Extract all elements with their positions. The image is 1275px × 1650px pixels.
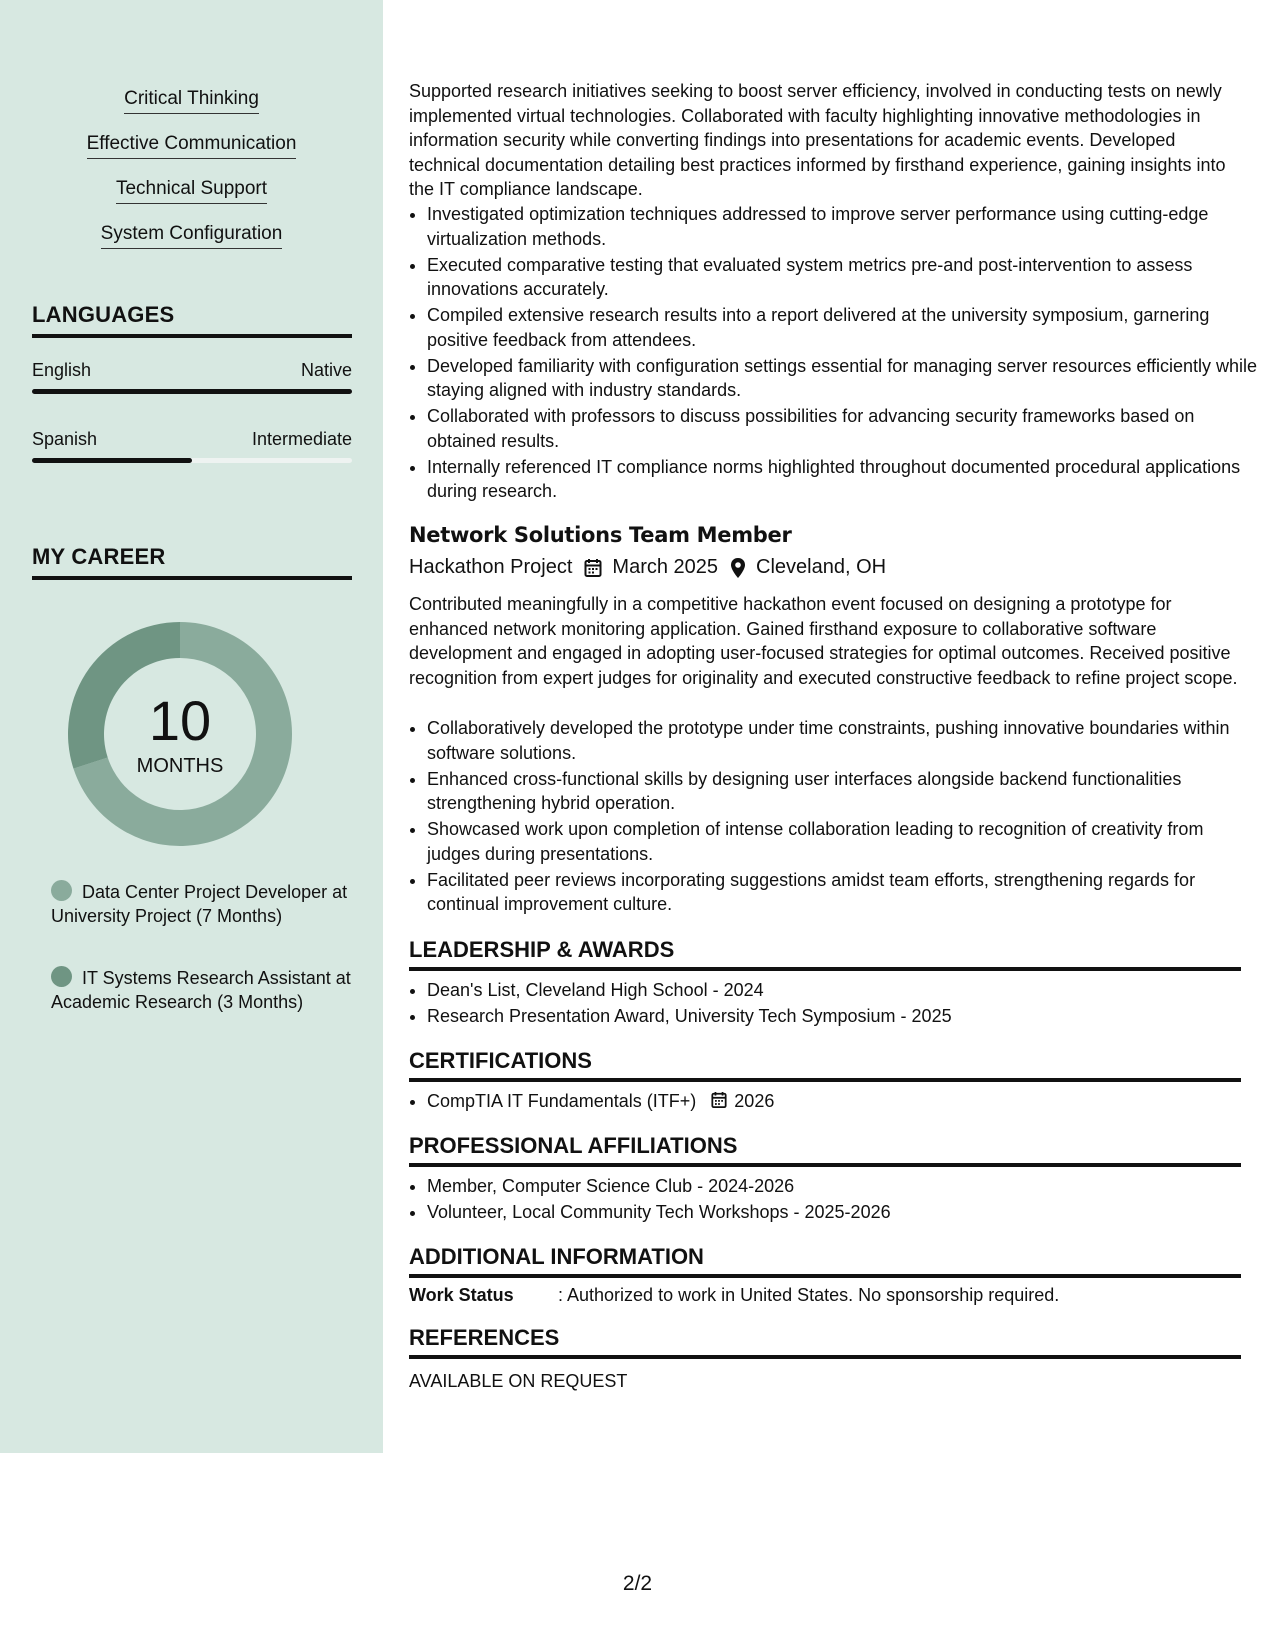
calendar-icon <box>711 1091 727 1109</box>
job-date: March 2025 <box>612 556 719 578</box>
section-heading: PROFESSIONAL AFFILIATIONS <box>409 1133 1241 1167</box>
languages-heading: LANGUAGES <box>32 302 352 338</box>
language-row <box>32 429 352 450</box>
work-status-value: : Authorized to work in United States. No sponsorship required. <box>558 1285 1060 1305</box>
list-item: • Member, Computer Science Club - 2024-2026 <box>427 1174 1259 1199</box>
certification-name: CompTIA IT Fundamentals (ITF+) <box>427 1091 697 1111</box>
language-name: Spanish <box>32 429 98 449</box>
list-item: • Executed comparative testing that evaluated system metrics pre-and post-intervention to assess innovations accurately. <box>427 253 1259 302</box>
list-item: • Collaborated with professors to discuss possibilities for advancing security frameworks based on obtained results. <box>427 404 1259 453</box>
career-legend-item: Data Center Project Developer at University Project (7 Months) <box>51 882 348 926</box>
skill-item: System Configuration <box>0 223 383 249</box>
list-item: • Developed familiarity with configuration settings essential for managing server resources efficiently while staying aligned with industry standards. <box>427 354 1259 403</box>
job-bullet-list <box>409 202 1259 505</box>
list-item <box>427 1089 1259 1114</box>
language-level: Native <box>300 360 352 380</box>
awards-list <box>409 978 1259 1030</box>
career-donut-chart <box>64 618 296 850</box>
legend-dot-icon <box>51 880 72 901</box>
location-pin-icon <box>730 557 746 579</box>
list-item: • Facilitated peer reviews incorporating suggestions amidst team efforts, strengthening regards for continual improvement culture. <box>427 868 1259 917</box>
list-item: • Volunteer, Local Community Tech Workshops - 2025-2026 <box>427 1200 1259 1225</box>
affiliations-list <box>409 1174 1259 1226</box>
career-legend-item: IT Systems Research Assistant at Academic Research (3 Months) <box>51 968 351 1012</box>
work-status-row <box>409 1285 1059 1306</box>
skill-item: Critical Thinking <box>0 88 383 114</box>
language-level: Intermediate <box>251 429 352 449</box>
list-item: • Internally referenced IT compliance norms highlighted throughout documented procedural applications during research. <box>427 455 1259 504</box>
job-summary: Contributed meaningfully in a competitive hackathon event focused on designing a prototype for enhanced network monitoring application. Gained firsthand exposure to collaborative software development and engaged in adopting user-focused strategies for optimal outcomes. Received positive recognition from expert judges for originality and executed constructive feedback to refine project scope. <box>409 594 1238 688</box>
list-item: • Showcased work upon completion of intense collaboration leading to recognition of creativity from judges during presentations. <box>427 817 1259 866</box>
job-meta <box>409 556 886 579</box>
list-item: • Dean's List, Cleveland High School - 2024 <box>427 978 1259 1003</box>
career-heading: MY CAREER <box>32 544 352 580</box>
job-bullet-list <box>409 716 1259 918</box>
language-proficiency-fill <box>32 458 192 463</box>
list-item: • Research Presentation Award, University Tech Symposium - 2025 <box>427 1004 1259 1029</box>
language-name: English <box>32 360 92 380</box>
page-number: 2/2 <box>622 1572 653 1595</box>
job-title: Network Solutions Team Member <box>409 523 792 547</box>
section-heading: LEADERSHIP & AWARDS <box>409 937 1241 971</box>
skill-item: Technical Support <box>0 178 383 204</box>
career-total-value: 10 <box>148 689 212 752</box>
certifications-list <box>409 1089 1259 1115</box>
job-summary: Supported research initiatives seeking to boost server efficiency, involved in conducting tests on newly implemented virtual technologies. Collaborated with faculty highlighting innovative methodologies in information security while converting findings into presentations for academic events. Developed technical documentation detailing best practices informed by firsthand experience, gaining insights into the IT compliance landscape. <box>409 81 1226 199</box>
work-status-label: Work Status <box>409 1285 514 1305</box>
section-heading: REFERENCES <box>409 1325 1241 1359</box>
job-company: Hackathon Project <box>409 556 573 578</box>
skill-item: Effective Communication <box>0 133 383 159</box>
career-total-unit: MONTHS <box>136 755 224 777</box>
calendar-icon <box>584 558 602 578</box>
certification-year: 2026 <box>734 1091 775 1111</box>
references-text: AVAILABLE ON REQUEST <box>409 1371 628 1391</box>
section-heading: ADDITIONAL INFORMATION <box>409 1244 1241 1278</box>
list-item: • Investigated optimization techniques addressed to improve server performance using cutting-edge virtualization methods. <box>427 202 1259 251</box>
legend-dot-icon <box>51 966 72 987</box>
language-proficiency-bar <box>32 458 352 463</box>
language-proficiency-fill <box>32 389 352 394</box>
job-location: Cleveland, OH <box>756 556 887 578</box>
language-row <box>32 360 352 381</box>
list-item: • Enhanced cross-functional skills by designing user interfaces alongside backend functionalities strengthening hybrid operation. <box>427 767 1259 816</box>
language-proficiency-bar <box>32 389 352 394</box>
list-item: • Collaboratively developed the prototype under time constraints, pushing innovative boundaries within software solutions. <box>427 716 1259 765</box>
list-item: • Compiled extensive research results into a report delivered at the university symposium, garnering positive feedback from attendees. <box>427 303 1259 352</box>
section-heading: CERTIFICATIONS <box>409 1048 1241 1082</box>
